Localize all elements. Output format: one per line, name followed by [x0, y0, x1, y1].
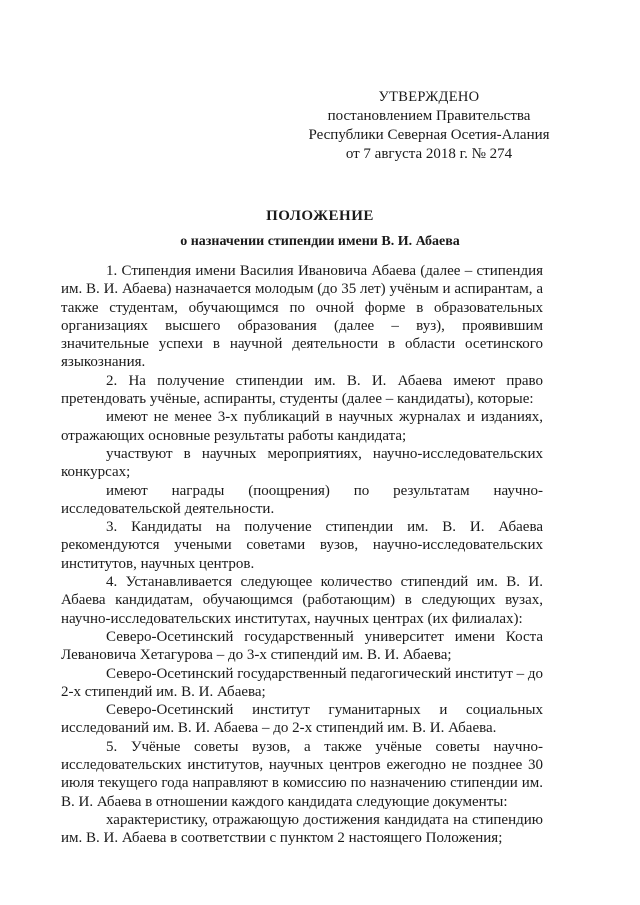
document-heading: [80, 206, 560, 252]
approval-line-2: Республики Северная Осетия-Алания: [308, 127, 550, 143]
approval-date-line: от 7 августа 2018 г. № 274: [345, 146, 513, 162]
criterion-events: участвуют в научных мероприятиях, научно-исследовательских конкурсах;: [61, 445, 543, 481]
institution-university: Северо-Осетинский государственный университет имени Коста Левановича Хетагурова – до 3-х стипендий им. В. И. Абаева;: [61, 628, 543, 664]
paragraph-4: 4. Устанавливается следующее количество стипендий им. В. И. Абаева кандидатам, обучающимся (работающим) в следующих вузах, научно-исследовательских институтах, научных центрах (их филиалах):: [61, 574, 543, 627]
document-subtitle: о назначении стипендии имени В. И. Абаева: [180, 234, 460, 249]
approval-label: УТВЕРЖДЕНО: [378, 89, 480, 105]
paragraph-2: 2. На получение стипендии им. В. И. Абаева имеют право претендовать учёные, аспиранты, студенты (далее – кандидаты), которые:: [61, 372, 543, 408]
document-characteristic: характеристику, отражающую достижения кандидата на стипендию им. В. И. Абаева в соответствии с пунктом 2 настоящего Положения;: [61, 811, 543, 847]
document-title: ПОЛОЖЕНИЕ: [266, 208, 374, 224]
criterion-publications: имеют не менее 3-х публикаций в научных журналах и изданиях, отражающих основные результаты работы кандидата;: [61, 409, 543, 444]
paragraph-5: 5. Учёные советы вузов, а также учёные советы научно-исследовательских институтов, научных центров ежегодно не позднее 30 июля текущего года направляют в комиссию по назначению стипендии им. В. И. Абаева в отношении каждого кандидата следующие документы:: [61, 738, 543, 810]
paragraph-3: 3. Кандидаты на получение стипендии им. В. И. Абаева рекомендуются учеными советами вузов, научно-исследовательских институтов, научных центров.: [61, 519, 543, 572]
institution-research: Северо-Осетинский институт гуманитарных и социальных исследований им. В. И. Абаева – до 2-х стипендий им. В. И. Абаева.: [61, 702, 543, 737]
paragraph-1: 1. Стипендия имени Василия Ивановича Абаева (далее – стипендия им. В. И. Абаева) назначается молодым (до 35 лет) учёным и аспирантам, а также студентам, обучающимся по очной форме в образовательных организациях высшего образования (далее – вуз), проявившим значительные успехи в научной деятельности в области осетинского языкознания.: [61, 263, 543, 371]
approval-line-1: постановлением Правительства: [327, 108, 531, 124]
approval-stamp: [300, 88, 558, 164]
institution-pedagogical: Северо-Осетинский государственный педагогический институт – до 2-х стипендий им. В. И. Абаева;: [61, 665, 543, 700]
criterion-awards: имеют награды (поощрения) по результатам научно-исследовательской деятельности.: [61, 482, 543, 517]
document-body: [61, 262, 543, 848]
